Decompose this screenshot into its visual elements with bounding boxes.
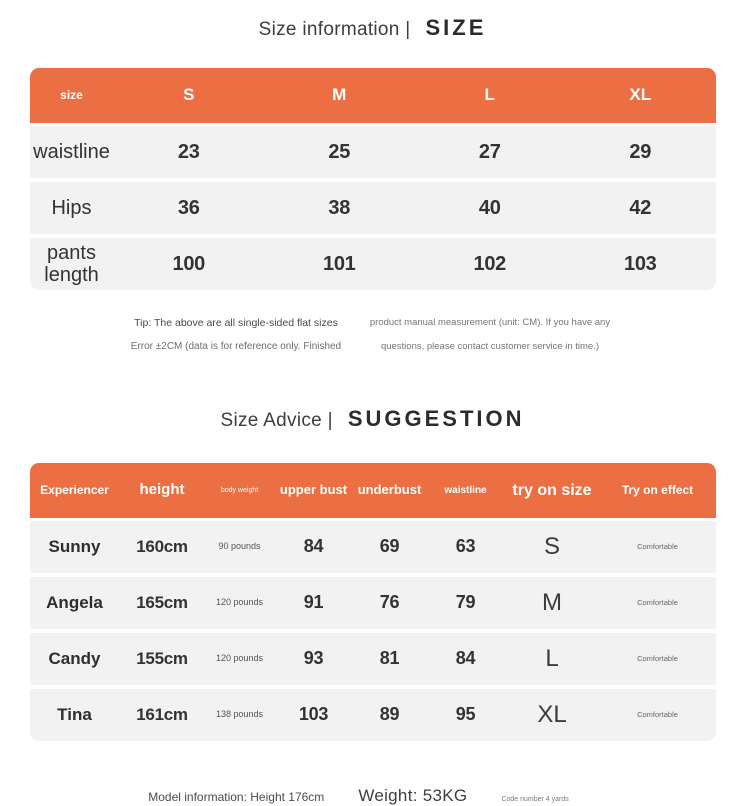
advice-table-header-row [30,463,716,518]
try-on-size-value: XL [537,700,567,728]
row-label-pants-length: pants length [44,242,99,286]
try-on-size-value: L [545,644,559,672]
try-on-effect-value: Comfortable [637,597,678,607]
tip-line-1: Tip: The above are all single-sided flat sizes [134,317,338,329]
height-value: 165cm [136,592,188,612]
try-on-effect-value: Comfortable [637,653,678,663]
experiencer-name: Tina [57,704,92,724]
hips-value-m: 38 [328,197,351,219]
waistline-value: 95 [455,704,476,725]
waistline-value-m: 25 [328,141,351,163]
size-table [30,68,716,290]
upper-bust-value: 93 [303,648,324,669]
size-info-title-accent: SIZE [425,15,487,40]
header-experiencer: Experiencer [40,482,109,497]
waistline-value-xl: 29 [629,141,652,163]
tip-note-left-column [127,311,346,359]
size-advice-title [0,406,745,432]
hips-value-s: 36 [177,197,200,219]
upper-bust-value: 84 [303,536,324,557]
tip-note [127,311,619,359]
size-info-title [0,0,745,41]
pants-length-value-xl: 103 [624,253,657,275]
size-column-l: L [484,85,495,105]
footer-weight: Weight: 53KG [358,786,468,805]
tip-line-4: questions, please contact customer service in time.) [380,341,600,352]
table-row-sunny [30,521,716,573]
underbust-value: 76 [379,592,400,613]
size-advice-title-label: Size Advice | [220,410,333,431]
underbust-value: 89 [379,704,400,725]
experiencer-name: Candy [48,648,101,668]
header-try-on-effect: Try on effect [621,482,694,497]
header-upper-bust: upper bust [279,482,348,498]
body-weight-value: 90 pounds [218,541,261,552]
pants-length-value-m: 101 [323,253,356,275]
upper-bust-value: 103 [298,704,329,725]
header-body-weight: body weight [220,486,259,494]
model-info-footer [0,786,731,806]
table-row-pants-length [30,238,716,290]
try-on-size-value: M [542,588,562,616]
header-waistline: waistline [444,485,487,496]
height-value: 161cm [136,704,188,724]
waistline-value: 79 [455,592,476,613]
height-value: 160cm [136,536,188,556]
table-row-hips [30,182,716,234]
row-label-waistline: waistline [33,141,110,163]
height-value: 155cm [136,648,188,668]
underbust-value: 69 [379,536,400,557]
table-row-tina [30,689,716,741]
size-table-corner-label: size [60,87,83,102]
tip-line-2: Error ±2CM (data is for reference only. Finished [130,341,342,352]
pants-length-value-l: 102 [473,253,506,275]
table-row-candy [30,633,716,685]
body-weight-value: 120 pounds [215,653,264,664]
size-advice-title-accent: SUGGESTION [347,406,525,431]
size-column-xl: XL [629,85,652,105]
experiencer-name: Sunny [48,536,101,556]
experiencer-name: Angela [46,592,103,612]
body-weight-value: 138 pounds [215,709,264,720]
size-column-s: S [183,85,195,105]
hips-value-xl: 42 [629,197,652,219]
body-weight-value: 120 pounds [215,597,264,608]
tip-line-3: product manual measurement (unit: CM). If you have any [369,317,611,328]
footer-model-info: Model information: Height 176cm [148,790,325,804]
size-table-header-row [30,68,716,123]
advice-table [30,463,716,741]
try-on-effect-value: Comfortable [637,541,678,551]
upper-bust-value: 91 [303,592,324,613]
try-on-size-value: S [543,532,560,560]
try-on-effect-value: Comfortable [637,709,678,719]
footer-code-number: Code number 4 yards [501,796,569,803]
tip-note-right-column [361,311,618,359]
header-height: height [139,481,185,499]
waistline-value-l: 27 [478,141,501,163]
waistline-value-s: 23 [177,141,200,163]
waistline-value: 63 [455,536,476,557]
hips-value-l: 40 [478,197,501,219]
size-info-title-label: Size information | [258,19,411,40]
size-column-m: M [332,85,347,105]
row-label-hips: Hips [51,197,92,219]
underbust-value: 81 [379,648,400,669]
waistline-value: 84 [455,648,476,669]
pants-length-value-s: 100 [172,253,205,275]
table-row-waistline [30,126,716,178]
table-row-angela [30,577,716,629]
header-underbust: underbust [357,482,422,498]
header-try-on-size: try on size [512,481,592,499]
